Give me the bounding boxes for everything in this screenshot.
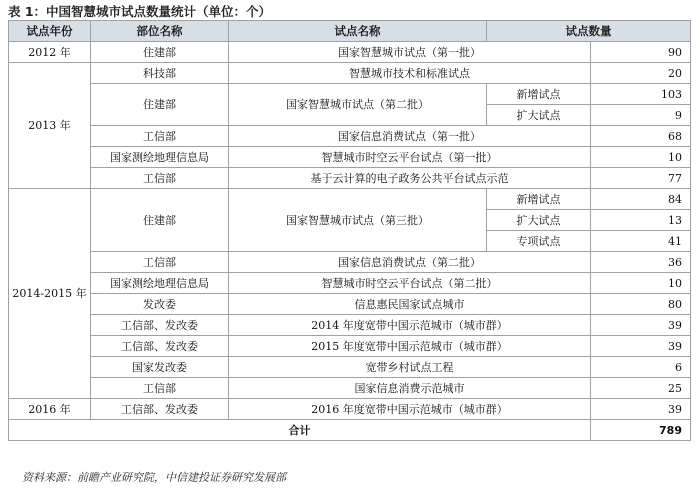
table-title: 表 1：中国智慧城市试点数量统计（单位：个） <box>8 4 272 19</box>
count-cell: 39 <box>591 315 691 336</box>
sub-type-cell: 专项试点 <box>487 231 591 252</box>
dept-cell: 发改委 <box>91 294 229 315</box>
pilot-cell: 智慧城市技术和标准试点 <box>229 63 591 84</box>
dept-cell: 国家发改委 <box>91 357 229 378</box>
pilot-cell: 国家信息消费试点（第二批） <box>229 252 591 273</box>
pilot-cell: 2015 年度宽带中国示范城市（城市群） <box>229 336 591 357</box>
sub-type-cell: 新增试点 <box>487 84 591 105</box>
sub-type-cell: 扩大试点 <box>487 210 591 231</box>
pilot-cell: 2016 年度宽带中国示范城市（城市群） <box>229 399 591 420</box>
pilot-cell: 国家智慧城市试点（第三批） <box>229 189 487 252</box>
dept-cell: 工信部、发改委 <box>91 315 229 336</box>
pilot-count-table <box>8 20 691 441</box>
table-row <box>9 126 691 147</box>
dept-cell: 国家测绘地理信息局 <box>91 273 229 294</box>
table-row <box>9 315 691 336</box>
table-row <box>9 252 691 273</box>
sub-type-cell: 新增试点 <box>487 189 591 210</box>
year-cell: 2013 年 <box>9 63 91 189</box>
count-cell: 39 <box>591 399 691 420</box>
pilot-cell: 基于云计算的电子政务公共平台试点示范 <box>229 168 591 189</box>
total-row <box>9 420 691 441</box>
year-cell: 2012 年 <box>9 42 91 63</box>
table-row <box>9 357 691 378</box>
pilot-cell: 国家智慧城市试点（第一批） <box>229 42 591 63</box>
table-row <box>9 294 691 315</box>
total-label: 合计 <box>9 420 591 441</box>
table-row <box>9 189 691 210</box>
dept-cell: 科技部 <box>91 63 229 84</box>
dept-cell: 国家测绘地理信息局 <box>91 147 229 168</box>
count-cell: 25 <box>591 378 691 399</box>
dept-cell: 工信部 <box>91 168 229 189</box>
total-count: 789 <box>591 420 691 441</box>
table-row <box>9 84 691 105</box>
count-cell: 68 <box>591 126 691 147</box>
dept-cell: 工信部、发改委 <box>91 399 229 420</box>
count-cell: 36 <box>591 252 691 273</box>
pilot-cell: 智慧城市时空云平台试点（第一批） <box>229 147 591 168</box>
count-cell: 77 <box>591 168 691 189</box>
count-cell: 84 <box>591 189 691 210</box>
header-pilot: 试点名称 <box>229 21 487 42</box>
pilot-cell: 宽带乡村试点工程 <box>229 357 591 378</box>
count-cell: 39 <box>591 336 691 357</box>
count-cell: 10 <box>591 147 691 168</box>
count-cell: 9 <box>591 105 691 126</box>
count-cell: 6 <box>591 357 691 378</box>
dept-cell: 住建部 <box>91 42 229 63</box>
count-cell: 20 <box>591 63 691 84</box>
table-row <box>9 168 691 189</box>
header-year: 试点年份 <box>9 21 91 42</box>
pilot-cell: 2014 年度宽带中国示范城市（城市群） <box>229 315 591 336</box>
count-cell: 90 <box>591 42 691 63</box>
table-row <box>9 336 691 357</box>
pilot-cell: 国家信息消费示范城市 <box>229 378 591 399</box>
pilot-cell: 国家信息消费试点（第一批） <box>229 126 591 147</box>
table-row <box>9 273 691 294</box>
table-row <box>9 147 691 168</box>
count-cell: 80 <box>591 294 691 315</box>
pilot-cell: 国家智慧城市试点（第二批） <box>229 84 487 126</box>
count-cell: 13 <box>591 210 691 231</box>
dept-cell: 住建部 <box>91 84 229 126</box>
table-row <box>9 399 691 420</box>
pilot-cell: 智慧城市时空云平台试点（第二批） <box>229 273 591 294</box>
header-dept: 部位名称 <box>91 21 229 42</box>
year-cell: 2016 年 <box>9 399 91 420</box>
dept-cell: 工信部、发改委 <box>91 336 229 357</box>
table-row <box>9 63 691 84</box>
header-row <box>9 21 691 42</box>
sub-type-cell: 扩大试点 <box>487 105 591 126</box>
pilot-cell: 信息惠民国家试点城市 <box>229 294 591 315</box>
year-cell: 2014-2015 年 <box>9 189 91 399</box>
dept-cell: 工信部 <box>91 378 229 399</box>
source-note: 资料来源：前瞻产业研究院，中信建投证券研究发展部 <box>22 471 286 484</box>
table-row <box>9 42 691 63</box>
dept-cell: 工信部 <box>91 252 229 273</box>
count-cell: 41 <box>591 231 691 252</box>
dept-cell: 住建部 <box>91 189 229 252</box>
count-cell: 103 <box>591 84 691 105</box>
count-cell: 10 <box>591 273 691 294</box>
table-row <box>9 378 691 399</box>
dept-cell: 工信部 <box>91 126 229 147</box>
header-count: 试点数量 <box>487 21 691 42</box>
